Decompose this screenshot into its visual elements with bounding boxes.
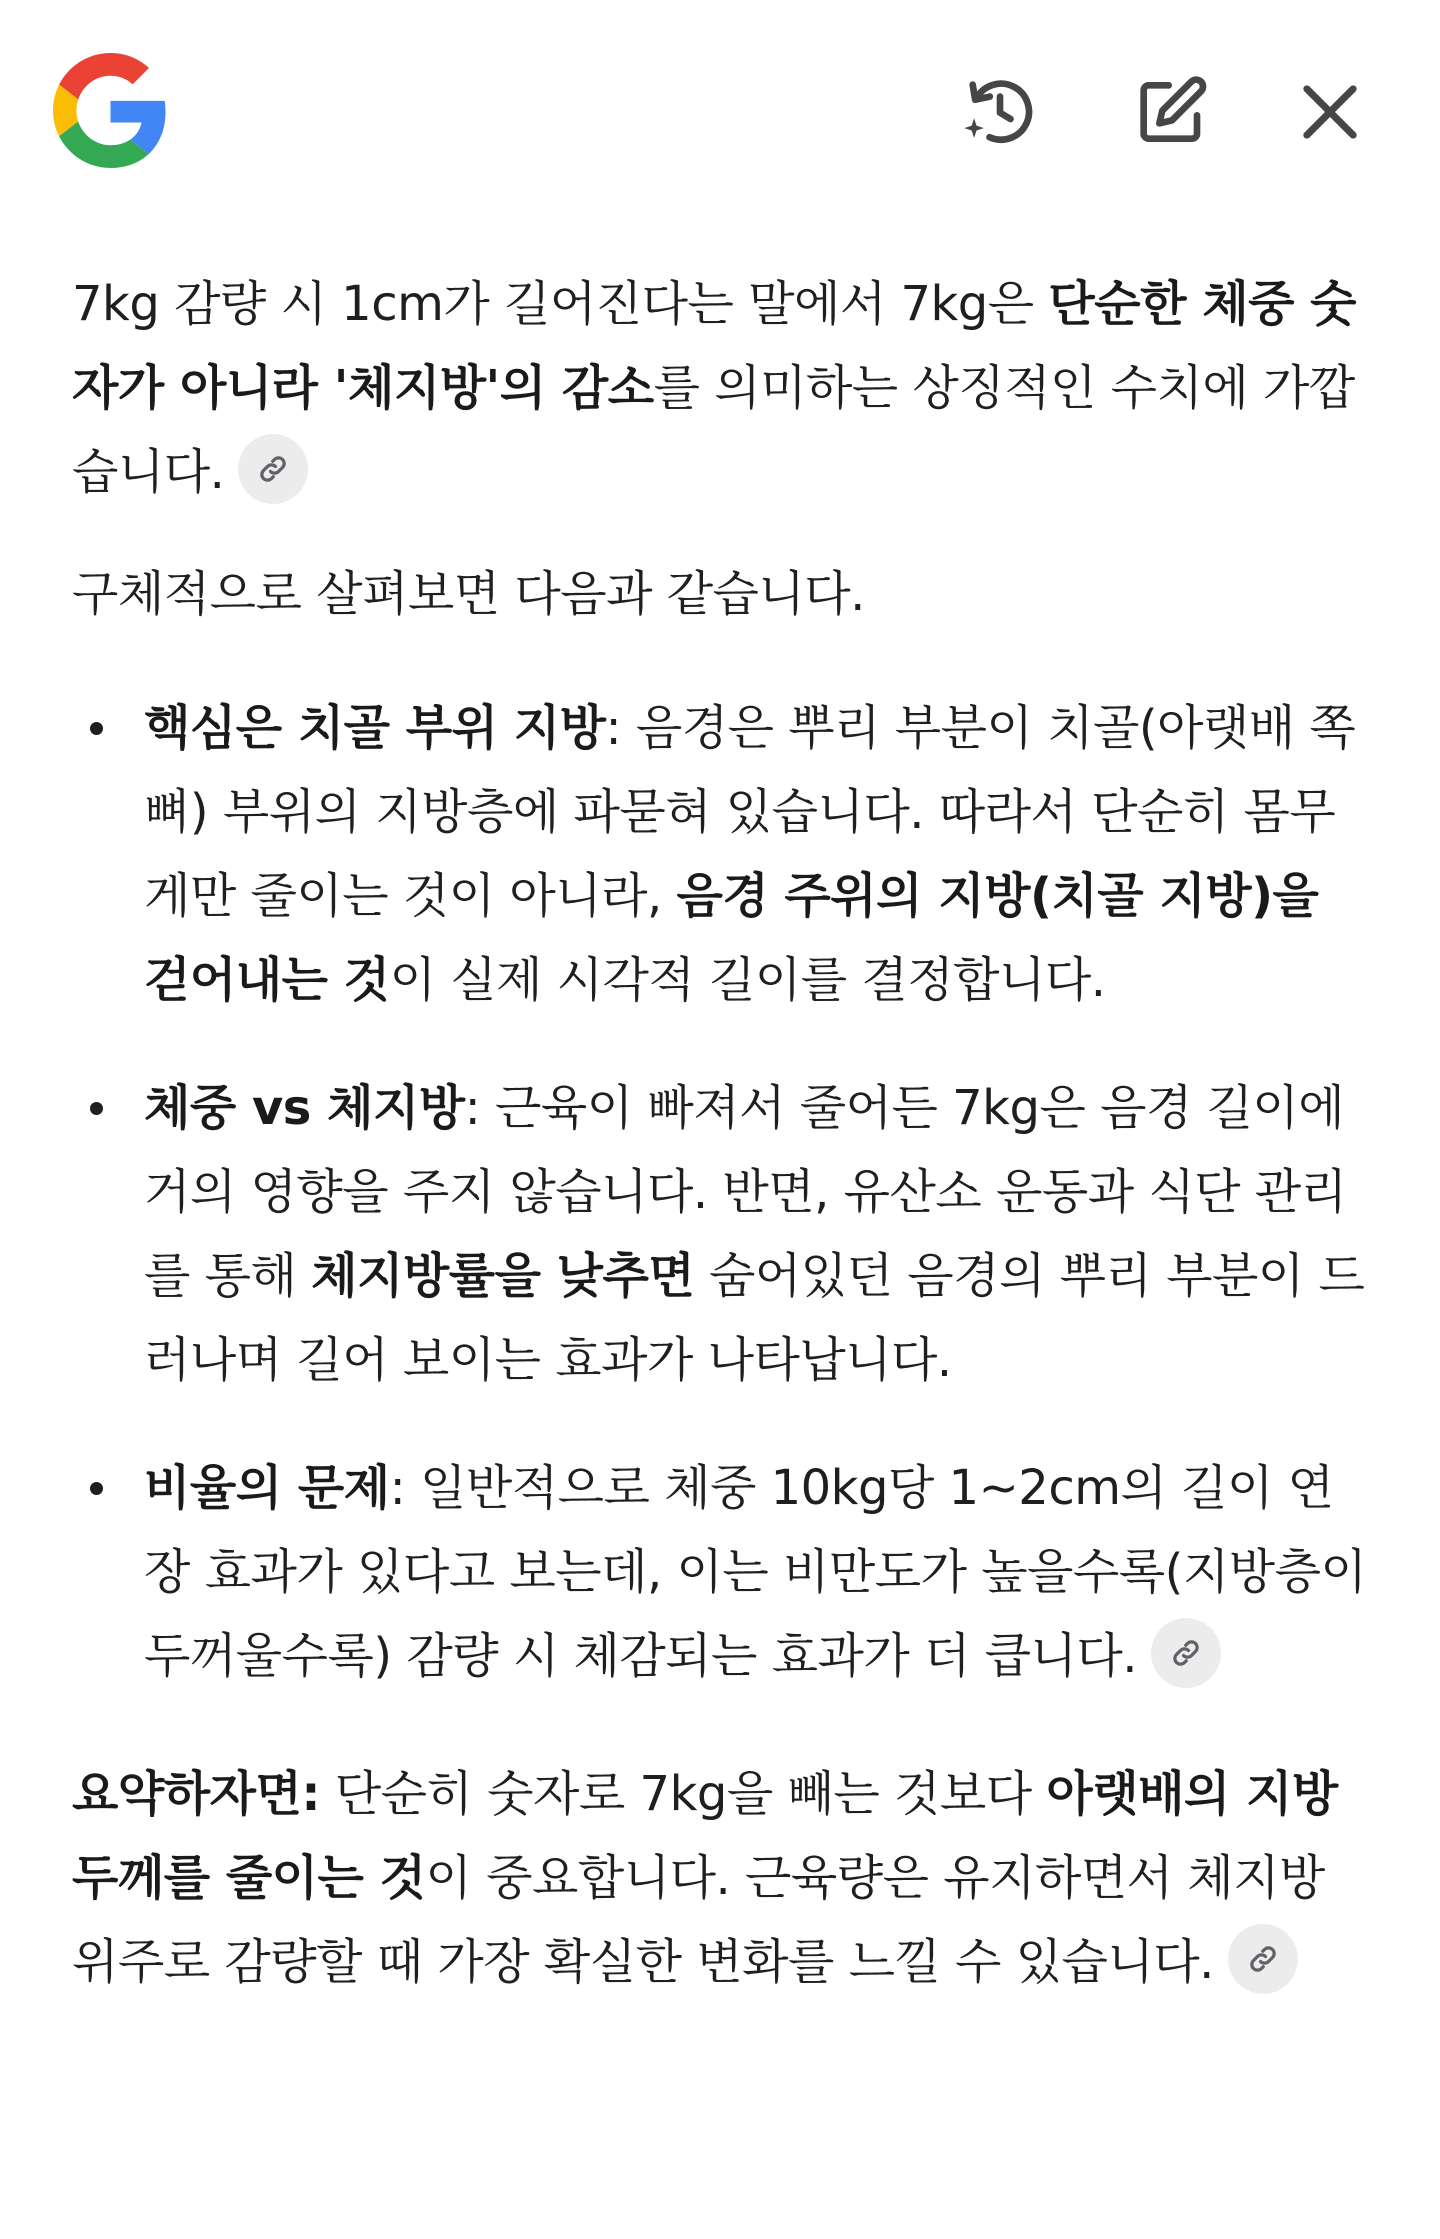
response-body: [72, 262, 1372, 2004]
source-link-button[interactable]: [1228, 1924, 1298, 1994]
link-icon: [1171, 1638, 1201, 1668]
intro-bold-1: 단순한 체중 숫자가 아니라 '체지방'의 감소: [72, 276, 1357, 416]
intro-text-2: 를 의미하는 상징적인 수치에 가깝습니다.: [72, 360, 1355, 500]
summary-paragraph: [72, 1752, 1372, 2004]
bullet-title: 핵심은 치골 부위 지방: [144, 700, 606, 756]
list-item: [72, 686, 1372, 1022]
bullet-bold: 음경 주위의 지방(치골 지방)을 걷어내는 것: [144, 868, 1319, 1008]
bullet-text: : 음경은 뿌리 부분이 치골(아랫배 쪽 뼈) 부위의 지방층에 파묻혀 있습니다. 따라서 단순히 몸무게만 줄이는 것이 아니라,: [144, 700, 1356, 924]
bullet-text: 이 실제 시각적 길이를 결정합니다.: [389, 952, 1106, 1008]
bullet-bold: 체지방률을 낮추면: [311, 1248, 695, 1304]
intro-text-1: 7kg 감량 시 1cm가 길어진다는 말에서 7kg은: [72, 276, 1049, 332]
intro-paragraph: [72, 262, 1372, 514]
bullet-title: 비율의 문제: [144, 1460, 390, 1516]
history-button[interactable]: [952, 64, 1048, 160]
list-item: [72, 1446, 1372, 1698]
history-icon: [958, 70, 1042, 154]
bullet-text: : 근육이 빠져서 줄어든 7kg은 음경 길이에 거의 영향을 주지 않습니다. 반면, 유산소 운동과 식단 관리를 통해: [144, 1080, 1347, 1304]
close-button[interactable]: [1282, 64, 1378, 160]
summary-text-1: 단순히 숫자로 7kg을 빼는 것보다: [320, 1766, 1047, 1822]
bullet-text: 숨어있던 음경의 뿌리 부분이 드러나며 길어 보이는 효과가 나타납니다.: [144, 1248, 1365, 1388]
link-icon: [258, 454, 288, 484]
link-icon: [1248, 1944, 1278, 1974]
close-icon: [1293, 75, 1367, 149]
edit-icon: [1132, 72, 1212, 152]
source-link-button[interactable]: [1151, 1618, 1221, 1688]
list-item: [72, 1066, 1372, 1402]
bullet-list: [72, 686, 1372, 1698]
header-bar: [0, 0, 1440, 220]
google-g-logo: [53, 53, 168, 168]
bullet-title: 체중 vs 체지방: [144, 1080, 465, 1136]
source-link-button[interactable]: [238, 434, 308, 504]
lead-paragraph: 구체적으로 살펴보면 다음과 같습니다.: [72, 566, 865, 622]
new-chat-button[interactable]: [1124, 64, 1220, 160]
summary-label: 요약하자면:: [72, 1766, 321, 1822]
bullet-text: : 일반적으로 체중 10kg당 1~2cm의 길이 연장 효과가 있다고 보는데, 이는 비만도가 높을수록(지방층이 두꺼울수록) 감량 시 체감되는 효과가 더 큽니다.: [144, 1460, 1367, 1684]
summary-bold: 아랫배의 지방 두께를 줄이는 것: [72, 1766, 1338, 1906]
summary-text-2: 이 중요합니다. 근육량은 유지하면서 체지방 위주로 감량할 때 가장 확실한 변화를 느낄 수 있습니다.: [72, 1850, 1325, 1990]
